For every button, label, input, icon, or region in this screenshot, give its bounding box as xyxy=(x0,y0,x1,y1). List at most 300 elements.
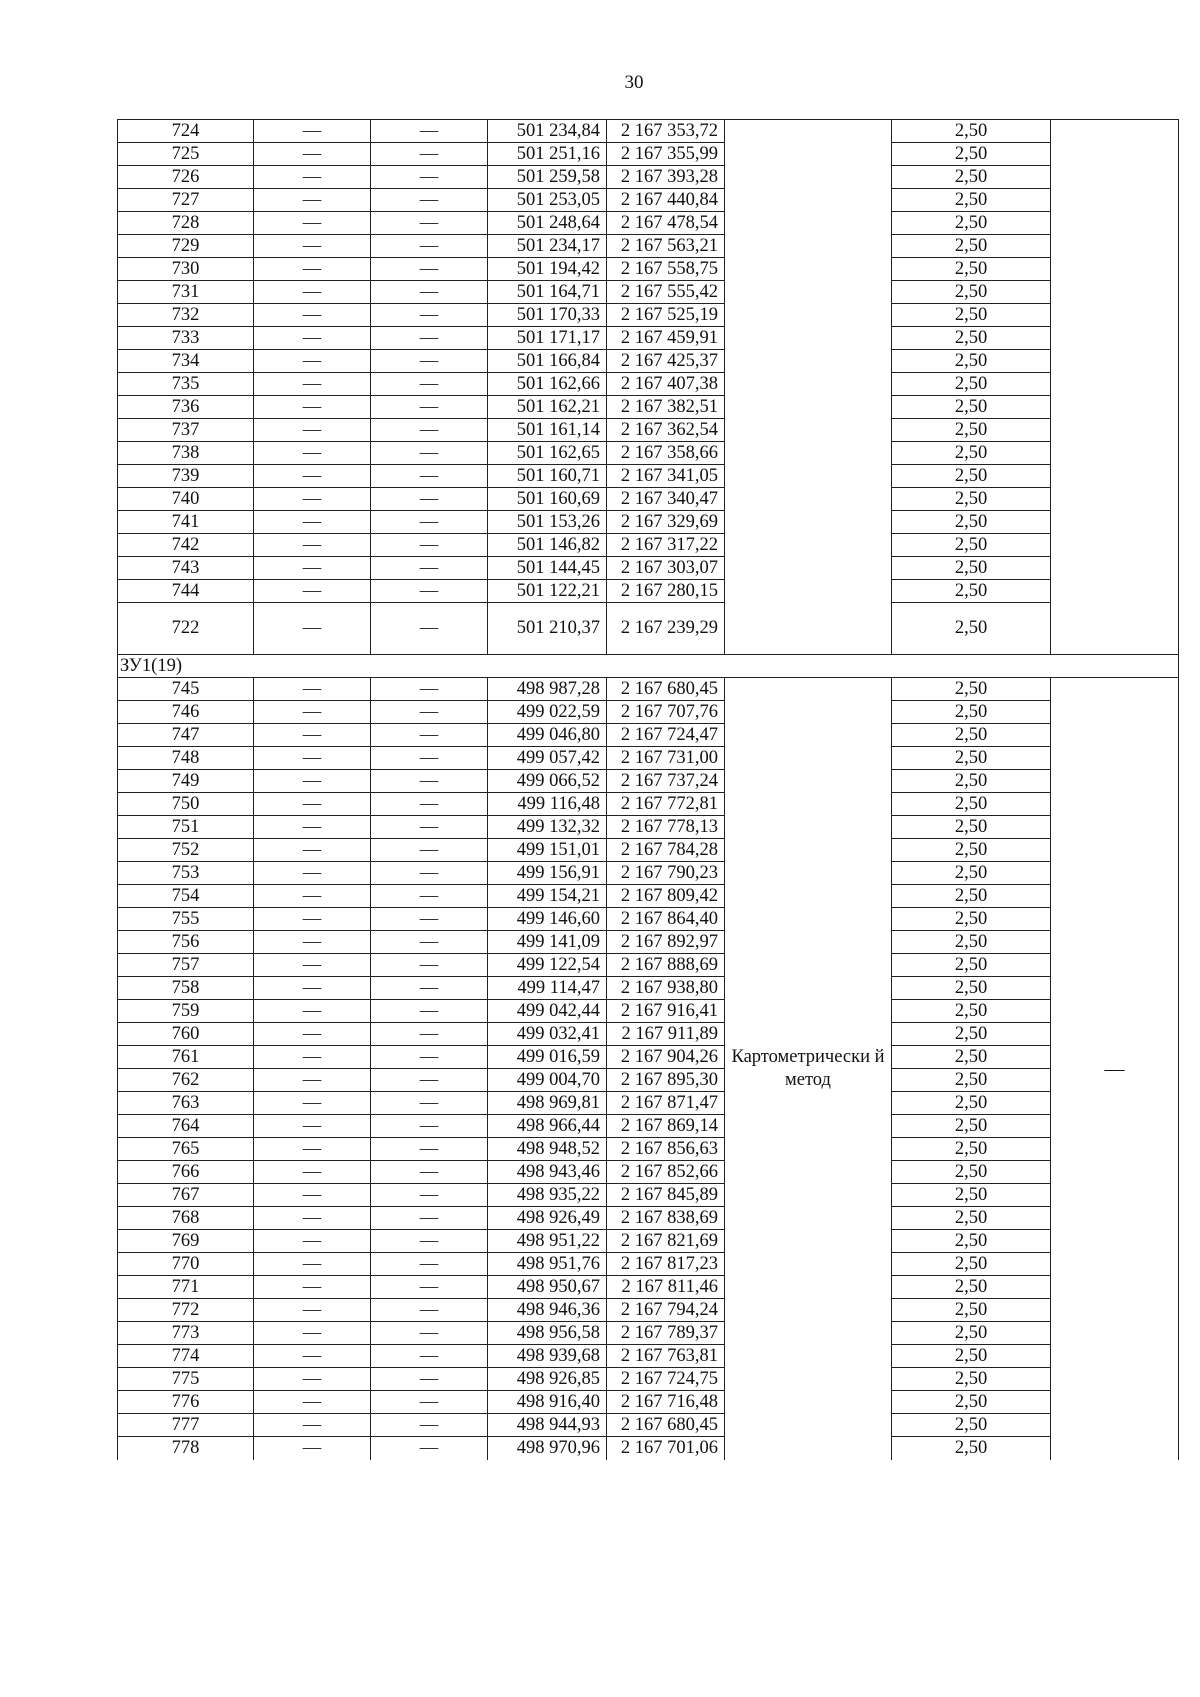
old-y-cell: — xyxy=(371,977,488,1000)
old-x-cell: — xyxy=(254,442,371,465)
old-y-cell: — xyxy=(371,1115,488,1138)
accuracy-cell: 2,50 xyxy=(892,678,1051,701)
point-number-cell: 740 xyxy=(118,488,254,511)
table-row xyxy=(118,373,1179,396)
y-coordinate-cell: 2 167 329,69 xyxy=(607,511,725,534)
x-coordinate-cell: 501 253,05 xyxy=(488,189,607,212)
point-number-cell: 755 xyxy=(118,908,254,931)
old-x-cell: — xyxy=(254,1345,371,1368)
x-coordinate-cell: 499 016,59 xyxy=(488,1046,607,1069)
table-row xyxy=(118,931,1179,954)
x-coordinate-cell: 501 162,21 xyxy=(488,396,607,419)
table-row xyxy=(118,793,1179,816)
old-y-cell: — xyxy=(371,1414,488,1437)
accuracy-cell: 2,50 xyxy=(892,580,1051,603)
old-x-cell: — xyxy=(254,1230,371,1253)
section-title: ЗУ1(19) xyxy=(118,655,1179,678)
table-row xyxy=(118,557,1179,580)
y-coordinate-cell: 2 167 558,75 xyxy=(607,258,725,281)
accuracy-cell: 2,50 xyxy=(892,304,1051,327)
x-coordinate-cell: 498 943,46 xyxy=(488,1161,607,1184)
point-number-cell: 745 xyxy=(118,678,254,701)
accuracy-cell: 2,50 xyxy=(892,885,1051,908)
table-row xyxy=(118,1437,1179,1460)
point-number-cell: 778 xyxy=(118,1437,254,1460)
accuracy-cell: 2,50 xyxy=(892,1391,1051,1414)
old-x-cell: — xyxy=(254,603,371,655)
table-row xyxy=(118,1391,1179,1414)
x-coordinate-cell: 499 057,42 xyxy=(488,747,607,770)
accuracy-cell: 2,50 xyxy=(892,1023,1051,1046)
table-row xyxy=(118,350,1179,373)
y-coordinate-cell: 2 167 856,63 xyxy=(607,1138,725,1161)
point-number-cell: 743 xyxy=(118,557,254,580)
table-row xyxy=(118,580,1179,603)
accuracy-cell: 2,50 xyxy=(892,1230,1051,1253)
accuracy-cell: 2,50 xyxy=(892,770,1051,793)
point-number-cell: 733 xyxy=(118,327,254,350)
old-x-cell: — xyxy=(254,678,371,701)
accuracy-cell: 2,50 xyxy=(892,511,1051,534)
table-row xyxy=(118,977,1179,1000)
x-coordinate-cell: 501 248,64 xyxy=(488,212,607,235)
old-y-cell: — xyxy=(371,1069,488,1092)
old-y-cell: — xyxy=(371,580,488,603)
old-x-cell: — xyxy=(254,120,371,143)
table-row xyxy=(118,258,1179,281)
x-coordinate-cell: 499 151,01 xyxy=(488,839,607,862)
y-coordinate-cell: 2 167 459,91 xyxy=(607,327,725,350)
x-coordinate-cell: 499 146,60 xyxy=(488,908,607,931)
x-coordinate-cell: 501 164,71 xyxy=(488,281,607,304)
point-number-cell: 753 xyxy=(118,862,254,885)
x-coordinate-cell: 499 154,21 xyxy=(488,885,607,908)
old-x-cell: — xyxy=(254,580,371,603)
old-x-cell: — xyxy=(254,931,371,954)
point-number-cell: 746 xyxy=(118,701,254,724)
old-y-cell: — xyxy=(371,212,488,235)
accuracy-cell: 2,50 xyxy=(892,1276,1051,1299)
point-number-cell: 763 xyxy=(118,1092,254,1115)
old-x-cell: — xyxy=(254,189,371,212)
x-coordinate-cell: 498 926,49 xyxy=(488,1207,607,1230)
old-y-cell: — xyxy=(371,189,488,212)
point-number-cell: 760 xyxy=(118,1023,254,1046)
old-x-cell: — xyxy=(254,1138,371,1161)
table-row xyxy=(118,1069,1179,1092)
y-coordinate-cell: 2 167 555,42 xyxy=(607,281,725,304)
y-coordinate-cell: 2 167 871,47 xyxy=(607,1092,725,1115)
old-x-cell: — xyxy=(254,419,371,442)
old-y-cell: — xyxy=(371,747,488,770)
old-x-cell: — xyxy=(254,977,371,1000)
accuracy-cell: 2,50 xyxy=(892,931,1051,954)
x-coordinate-cell: 498 970,96 xyxy=(488,1437,607,1460)
x-coordinate-cell: 498 969,81 xyxy=(488,1092,607,1115)
x-coordinate-cell: 501 251,16 xyxy=(488,143,607,166)
accuracy-cell: 2,50 xyxy=(892,235,1051,258)
x-coordinate-cell: 498 966,44 xyxy=(488,1115,607,1138)
accuracy-cell: 2,50 xyxy=(892,1299,1051,1322)
x-coordinate-cell: 498 951,22 xyxy=(488,1230,607,1253)
y-coordinate-cell: 2 167 911,89 xyxy=(607,1023,725,1046)
y-coordinate-cell: 2 167 340,47 xyxy=(607,488,725,511)
table-row xyxy=(118,166,1179,189)
accuracy-cell: 2,50 xyxy=(892,1115,1051,1138)
old-y-cell: — xyxy=(371,1161,488,1184)
old-x-cell: — xyxy=(254,350,371,373)
accuracy-cell: 2,50 xyxy=(892,701,1051,724)
old-y-cell: — xyxy=(371,534,488,557)
old-y-cell: — xyxy=(371,235,488,258)
y-coordinate-cell: 2 167 864,40 xyxy=(607,908,725,931)
x-coordinate-cell: 501 160,71 xyxy=(488,465,607,488)
old-x-cell: — xyxy=(254,327,371,350)
accuracy-cell: 2,50 xyxy=(892,557,1051,580)
old-y-cell: — xyxy=(371,1000,488,1023)
table-row xyxy=(118,1299,1179,1322)
x-coordinate-cell: 498 951,76 xyxy=(488,1253,607,1276)
table-row xyxy=(118,1161,1179,1184)
old-y-cell: — xyxy=(371,1276,488,1299)
x-coordinate-cell: 501 210,37 xyxy=(488,603,607,655)
x-coordinate-cell: 499 156,91 xyxy=(488,862,607,885)
point-number-cell: 767 xyxy=(118,1184,254,1207)
old-x-cell: — xyxy=(254,954,371,977)
point-number-cell: 754 xyxy=(118,885,254,908)
old-x-cell: — xyxy=(254,839,371,862)
y-coordinate-cell: 2 167 358,66 xyxy=(607,442,725,465)
page-number: 30 xyxy=(624,72,644,93)
accuracy-cell: 2,50 xyxy=(892,166,1051,189)
x-coordinate-cell: 499 066,52 xyxy=(488,770,607,793)
y-coordinate-cell: 2 167 680,45 xyxy=(607,1414,725,1437)
y-coordinate-cell: 2 167 784,28 xyxy=(607,839,725,862)
description-cell xyxy=(1051,120,1179,655)
x-coordinate-cell: 501 144,45 xyxy=(488,557,607,580)
accuracy-cell: 2,50 xyxy=(892,793,1051,816)
table-row xyxy=(118,724,1179,747)
point-number-cell: 748 xyxy=(118,747,254,770)
y-coordinate-cell: 2 167 763,81 xyxy=(607,1345,725,1368)
accuracy-cell: 2,50 xyxy=(892,1207,1051,1230)
table-row xyxy=(118,327,1179,350)
table-row xyxy=(118,885,1179,908)
y-coordinate-cell: 2 167 239,29 xyxy=(607,603,725,655)
y-coordinate-cell: 2 167 680,45 xyxy=(607,678,725,701)
table-row xyxy=(118,1115,1179,1138)
point-number-cell: 765 xyxy=(118,1138,254,1161)
old-x-cell: — xyxy=(254,465,371,488)
old-x-cell: — xyxy=(254,304,371,327)
x-coordinate-cell: 499 114,47 xyxy=(488,977,607,1000)
old-x-cell: — xyxy=(254,885,371,908)
y-coordinate-cell: 2 167 852,66 xyxy=(607,1161,725,1184)
table-row xyxy=(118,1184,1179,1207)
old-y-cell: — xyxy=(371,908,488,931)
table-row xyxy=(118,1230,1179,1253)
table-row xyxy=(118,816,1179,839)
old-x-cell: — xyxy=(254,373,371,396)
old-x-cell: — xyxy=(254,488,371,511)
table-row xyxy=(118,396,1179,419)
accuracy-cell: 2,50 xyxy=(892,1322,1051,1345)
x-coordinate-cell: 501 234,84 xyxy=(488,120,607,143)
method-cell xyxy=(725,120,892,655)
y-coordinate-cell: 2 167 724,47 xyxy=(607,724,725,747)
accuracy-cell: 2,50 xyxy=(892,1069,1051,1092)
x-coordinate-cell: 498 948,52 xyxy=(488,1138,607,1161)
y-coordinate-cell: 2 167 838,69 xyxy=(607,1207,725,1230)
table-row xyxy=(118,235,1179,258)
accuracy-cell: 2,50 xyxy=(892,1092,1051,1115)
y-coordinate-cell: 2 167 938,80 xyxy=(607,977,725,1000)
old-y-cell: — xyxy=(371,931,488,954)
y-coordinate-cell: 2 167 821,69 xyxy=(607,1230,725,1253)
accuracy-cell: 2,50 xyxy=(892,534,1051,557)
point-number-cell: 761 xyxy=(118,1046,254,1069)
x-coordinate-cell: 498 950,67 xyxy=(488,1276,607,1299)
accuracy-cell: 2,50 xyxy=(892,1184,1051,1207)
accuracy-cell: 2,50 xyxy=(892,977,1051,1000)
x-coordinate-cell: 498 935,22 xyxy=(488,1184,607,1207)
point-number-cell: 736 xyxy=(118,396,254,419)
table-row xyxy=(118,701,1179,724)
old-y-cell: — xyxy=(371,1299,488,1322)
old-y-cell: — xyxy=(371,603,488,655)
old-x-cell: — xyxy=(254,511,371,534)
table-row xyxy=(118,1368,1179,1391)
y-coordinate-cell: 2 167 355,99 xyxy=(607,143,725,166)
old-y-cell: — xyxy=(371,885,488,908)
old-y-cell: — xyxy=(371,281,488,304)
old-x-cell: — xyxy=(254,724,371,747)
table-row xyxy=(118,419,1179,442)
y-coordinate-cell: 2 167 895,30 xyxy=(607,1069,725,1092)
accuracy-cell: 2,50 xyxy=(892,281,1051,304)
table-row xyxy=(118,143,1179,166)
y-coordinate-cell: 2 167 724,75 xyxy=(607,1368,725,1391)
old-x-cell: — xyxy=(254,1368,371,1391)
old-x-cell: — xyxy=(254,862,371,885)
point-number-cell: 727 xyxy=(118,189,254,212)
point-number-cell: 772 xyxy=(118,1299,254,1322)
old-y-cell: — xyxy=(371,511,488,534)
old-y-cell: — xyxy=(371,143,488,166)
old-y-cell: — xyxy=(371,724,488,747)
old-x-cell: — xyxy=(254,557,371,580)
old-y-cell: — xyxy=(371,327,488,350)
table-section-zu xyxy=(118,655,1179,1460)
point-number-cell: 758 xyxy=(118,977,254,1000)
x-coordinate-cell: 498 916,40 xyxy=(488,1391,607,1414)
accuracy-cell: 2,50 xyxy=(892,1437,1051,1460)
point-number-cell: 756 xyxy=(118,931,254,954)
y-coordinate-cell: 2 167 280,15 xyxy=(607,580,725,603)
accuracy-cell: 2,50 xyxy=(892,396,1051,419)
point-number-cell: 724 xyxy=(118,120,254,143)
point-number-cell: 752 xyxy=(118,839,254,862)
x-coordinate-cell: 499 122,54 xyxy=(488,954,607,977)
old-x-cell: — xyxy=(254,1414,371,1437)
accuracy-cell: 2,50 xyxy=(892,816,1051,839)
old-x-cell: — xyxy=(254,166,371,189)
old-y-cell: — xyxy=(371,373,488,396)
old-x-cell: — xyxy=(254,1184,371,1207)
accuracy-cell: 2,50 xyxy=(892,350,1051,373)
old-x-cell: — xyxy=(254,1023,371,1046)
table-row xyxy=(118,839,1179,862)
accuracy-cell: 2,50 xyxy=(892,488,1051,511)
old-x-cell: — xyxy=(254,770,371,793)
old-x-cell: — xyxy=(254,1000,371,1023)
old-y-cell: — xyxy=(371,839,488,862)
old-y-cell: — xyxy=(371,1230,488,1253)
x-coordinate-cell: 498 939,68 xyxy=(488,1345,607,1368)
old-x-cell: — xyxy=(254,281,371,304)
accuracy-cell: 2,50 xyxy=(892,143,1051,166)
point-number-cell: 747 xyxy=(118,724,254,747)
y-coordinate-cell: 2 167 353,72 xyxy=(607,120,725,143)
old-y-cell: — xyxy=(371,770,488,793)
old-y-cell: — xyxy=(371,350,488,373)
x-coordinate-cell: 501 171,17 xyxy=(488,327,607,350)
x-coordinate-cell: 501 162,66 xyxy=(488,373,607,396)
x-coordinate-cell: 501 153,26 xyxy=(488,511,607,534)
point-number-cell: 741 xyxy=(118,511,254,534)
table-section-top xyxy=(118,120,1179,655)
x-coordinate-cell: 501 162,65 xyxy=(488,442,607,465)
accuracy-cell: 2,50 xyxy=(892,465,1051,488)
x-coordinate-cell: 501 166,84 xyxy=(488,350,607,373)
y-coordinate-cell: 2 167 778,13 xyxy=(607,816,725,839)
old-x-cell: — xyxy=(254,1046,371,1069)
accuracy-cell: 2,50 xyxy=(892,258,1051,281)
y-coordinate-cell: 2 167 525,19 xyxy=(607,304,725,327)
point-number-cell: 739 xyxy=(118,465,254,488)
y-coordinate-cell: 2 167 794,24 xyxy=(607,1299,725,1322)
point-number-cell: 744 xyxy=(118,580,254,603)
accuracy-cell: 2,50 xyxy=(892,1138,1051,1161)
table-row xyxy=(118,1276,1179,1299)
y-coordinate-cell: 2 167 737,24 xyxy=(607,770,725,793)
y-coordinate-cell: 2 167 892,97 xyxy=(607,931,725,954)
point-number-cell: 722 xyxy=(118,603,254,655)
table-row xyxy=(118,281,1179,304)
old-y-cell: — xyxy=(371,1184,488,1207)
point-number-cell: 726 xyxy=(118,166,254,189)
point-number-cell: 764 xyxy=(118,1115,254,1138)
old-y-cell: — xyxy=(371,678,488,701)
old-y-cell: — xyxy=(371,419,488,442)
accuracy-cell: 2,50 xyxy=(892,373,1051,396)
y-coordinate-cell: 2 167 731,00 xyxy=(607,747,725,770)
y-coordinate-cell: 2 167 478,54 xyxy=(607,212,725,235)
table-row xyxy=(118,1000,1179,1023)
accuracy-cell: 2,50 xyxy=(892,862,1051,885)
old-x-cell: — xyxy=(254,1207,371,1230)
x-coordinate-cell: 498 944,93 xyxy=(488,1414,607,1437)
point-number-cell: 762 xyxy=(118,1069,254,1092)
table-row xyxy=(118,603,1179,655)
y-coordinate-cell: 2 167 888,69 xyxy=(607,954,725,977)
x-coordinate-cell: 501 161,14 xyxy=(488,419,607,442)
x-coordinate-cell: 498 926,85 xyxy=(488,1368,607,1391)
y-coordinate-cell: 2 167 904,26 xyxy=(607,1046,725,1069)
accuracy-cell: 2,50 xyxy=(892,724,1051,747)
table-row xyxy=(118,908,1179,931)
point-number-cell: 735 xyxy=(118,373,254,396)
x-coordinate-cell: 499 141,09 xyxy=(488,931,607,954)
table-row xyxy=(118,465,1179,488)
accuracy-cell: 2,50 xyxy=(892,327,1051,350)
old-y-cell: — xyxy=(371,1023,488,1046)
accuracy-cell: 2,50 xyxy=(892,1046,1051,1069)
accuracy-cell: 2,50 xyxy=(892,120,1051,143)
old-y-cell: — xyxy=(371,258,488,281)
accuracy-cell: 2,50 xyxy=(892,1253,1051,1276)
x-coordinate-cell: 498 987,28 xyxy=(488,678,607,701)
table-row xyxy=(118,747,1179,770)
point-number-cell: 730 xyxy=(118,258,254,281)
point-number-cell: 749 xyxy=(118,770,254,793)
old-x-cell: — xyxy=(254,816,371,839)
old-x-cell: — xyxy=(254,235,371,258)
old-x-cell: — xyxy=(254,258,371,281)
x-coordinate-cell: 499 022,59 xyxy=(488,701,607,724)
x-coordinate-cell: 501 122,21 xyxy=(488,580,607,603)
old-y-cell: — xyxy=(371,1253,488,1276)
y-coordinate-cell: 2 167 707,76 xyxy=(607,701,725,724)
old-x-cell: — xyxy=(254,701,371,724)
x-coordinate-cell: 501 234,17 xyxy=(488,235,607,258)
table-row xyxy=(118,1138,1179,1161)
old-y-cell: — xyxy=(371,442,488,465)
table-row xyxy=(118,304,1179,327)
old-y-cell: — xyxy=(371,816,488,839)
old-y-cell: — xyxy=(371,862,488,885)
table-row xyxy=(118,770,1179,793)
y-coordinate-cell: 2 167 809,42 xyxy=(607,885,725,908)
old-x-cell: — xyxy=(254,1092,371,1115)
x-coordinate-cell: 498 946,36 xyxy=(488,1299,607,1322)
y-coordinate-cell: 2 167 790,23 xyxy=(607,862,725,885)
x-coordinate-cell: 501 170,33 xyxy=(488,304,607,327)
x-coordinate-cell: 501 160,69 xyxy=(488,488,607,511)
y-coordinate-cell: 2 167 425,37 xyxy=(607,350,725,373)
accuracy-cell: 2,50 xyxy=(892,747,1051,770)
y-coordinate-cell: 2 167 341,05 xyxy=(607,465,725,488)
old-y-cell: — xyxy=(371,1092,488,1115)
point-number-cell: 768 xyxy=(118,1207,254,1230)
old-y-cell: — xyxy=(371,701,488,724)
accuracy-cell: 2,50 xyxy=(892,419,1051,442)
y-coordinate-cell: 2 167 845,89 xyxy=(607,1184,725,1207)
table-row xyxy=(118,1207,1179,1230)
table-row xyxy=(118,1092,1179,1115)
y-coordinate-cell: 2 167 811,46 xyxy=(607,1276,725,1299)
old-x-cell: — xyxy=(254,1391,371,1414)
old-x-cell: — xyxy=(254,1069,371,1092)
point-number-cell: 770 xyxy=(118,1253,254,1276)
description-cell: — xyxy=(1051,678,1179,1460)
old-y-cell: — xyxy=(371,396,488,419)
old-y-cell: — xyxy=(371,1322,488,1345)
y-coordinate-cell: 2 167 563,21 xyxy=(607,235,725,258)
point-number-cell: 771 xyxy=(118,1276,254,1299)
old-x-cell: — xyxy=(254,143,371,166)
table-row xyxy=(118,534,1179,557)
